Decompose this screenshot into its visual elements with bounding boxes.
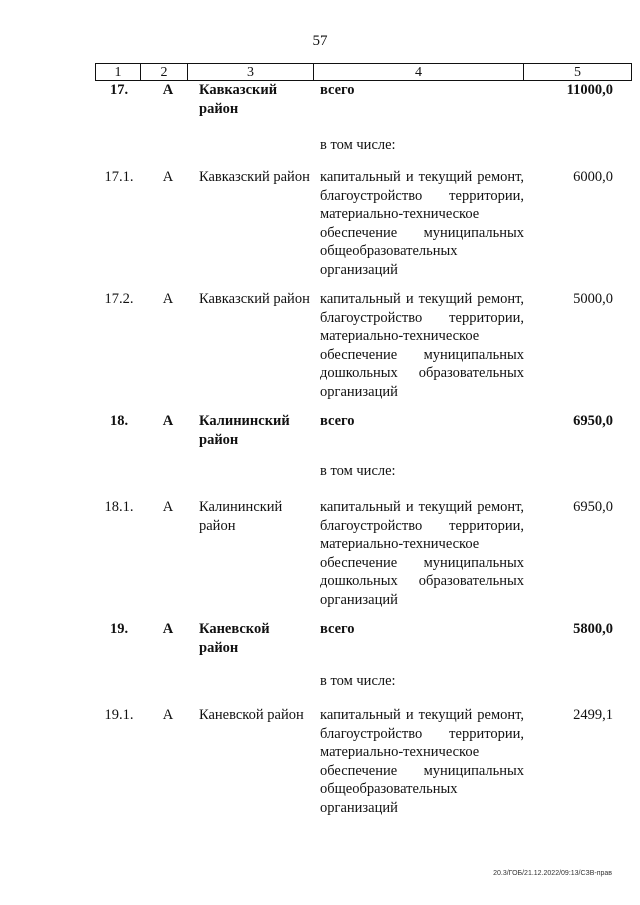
row-category: А xyxy=(162,82,174,98)
row-district: Кавказский район xyxy=(199,291,310,307)
row-district: Каневской район xyxy=(199,707,304,723)
row-category: А xyxy=(162,169,174,185)
row-category: А xyxy=(162,499,174,515)
row-number: 18.1. xyxy=(104,499,134,515)
row-amount: 5800,0 xyxy=(573,621,613,637)
row-category: А xyxy=(162,621,174,637)
row-number: 19.1. xyxy=(104,707,134,723)
row-description: всего xyxy=(320,82,355,98)
page-number: 57 xyxy=(312,33,328,49)
row-district: Каневской район xyxy=(199,621,270,656)
column-header-3: 3 xyxy=(188,64,314,81)
column-header-4: 4 xyxy=(314,64,524,81)
column-header-row xyxy=(96,64,632,81)
row-description: капитальный и текущий ремонт, благоустройство территории, материально-техническое обеспечение муниципальных общеобразовательных организаций xyxy=(320,707,524,816)
row-number: 19. xyxy=(109,621,129,637)
row-category: А xyxy=(162,707,174,723)
row-description: всего xyxy=(320,413,355,429)
document-footer-code: 20.3/ГОБ/21.12.2022/09:13/СЗВ-прав xyxy=(493,870,612,877)
including-label: в том числе: xyxy=(320,673,396,689)
including-label: в том числе: xyxy=(320,463,396,479)
column-header-1: 1 xyxy=(96,64,141,81)
row-description: капитальный и текущий ремонт, благоустройство территории, материально-техническое обеспечение муниципальных дошкольных образовательных организаций xyxy=(320,499,524,608)
row-district: Кавказский район xyxy=(199,169,310,185)
column-header-5: 5 xyxy=(524,64,632,81)
row-number: 18. xyxy=(109,413,129,429)
column-header-2: 2 xyxy=(141,64,188,81)
row-description: капитальный и текущий ремонт, благоустройство территории, материально-техническое обеспечение муниципальных дошкольных образовательных организаций xyxy=(320,291,524,400)
row-category: А xyxy=(162,291,174,307)
row-category: А xyxy=(162,413,174,429)
row-district: Калининский район xyxy=(199,413,290,448)
row-amount: 6950,0 xyxy=(573,499,613,515)
row-description: всего xyxy=(320,621,355,637)
row-district: Кавказский район xyxy=(199,82,278,117)
row-amount: 2499,1 xyxy=(573,707,613,723)
row-amount: 5000,0 xyxy=(573,291,613,307)
row-number: 17.1. xyxy=(104,169,134,185)
row-district: Калининский район xyxy=(199,499,283,534)
row-number: 17. xyxy=(109,82,129,98)
row-amount: 6000,0 xyxy=(573,169,613,185)
row-amount: 11000,0 xyxy=(566,82,613,98)
column-header-table xyxy=(95,63,632,81)
row-description: капитальный и текущий ремонт, благоустройство территории, материально-техническое обеспечение муниципальных общеобразовательных организаций xyxy=(320,169,524,278)
row-number: 17.2. xyxy=(104,291,134,307)
including-label: в том числе: xyxy=(320,137,396,153)
row-amount: 6950,0 xyxy=(573,413,613,429)
